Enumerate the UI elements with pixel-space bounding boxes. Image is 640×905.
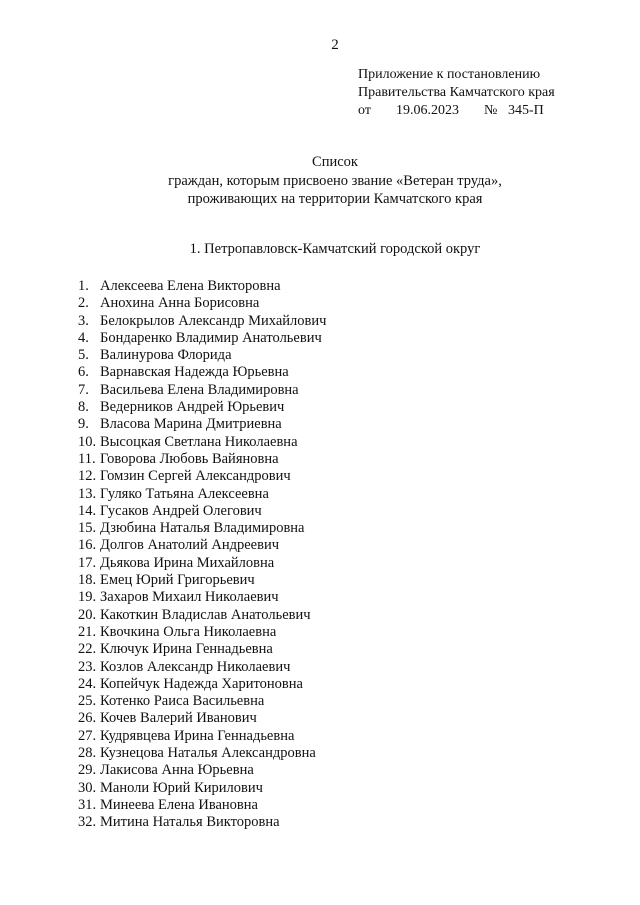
list-item — [78, 451, 326, 468]
appendix-line-1: Приложение к постановлению — [358, 67, 541, 82]
order-number: 345-П — [508, 103, 544, 118]
title-line-2: граждан, которым присвоено звание «Ветеран труда», — [168, 172, 502, 189]
list-item-name: Копейчук Надежда Харитоновна — [100, 675, 303, 692]
list-item-name: Минеева Елена Ивановна — [100, 796, 258, 813]
list-item-number: 8. — [78, 399, 89, 416]
list-item-number: 12. — [78, 468, 97, 485]
list-item-number: 32. — [78, 814, 97, 831]
list-item — [78, 797, 326, 814]
list-item-name: Котенко Раиса Васильевна — [100, 693, 265, 710]
document-title — [0, 153, 640, 209]
list-item-name: Высоцкая Светлана Николаевна — [100, 433, 298, 450]
list-item-number: 3. — [78, 312, 89, 329]
list-item — [78, 382, 326, 399]
list-item — [78, 434, 326, 451]
list-item — [78, 503, 326, 520]
list-item-name: Анохина Анна Борисовна — [100, 295, 260, 312]
list-item-number: 16. — [78, 537, 97, 554]
list-item-number: 30. — [78, 779, 97, 796]
list-item-name: Гуляко Татьяна Алексеевна — [100, 485, 269, 502]
list-item-name: Ключук Ирина Геннадьевна — [100, 641, 273, 658]
list-item-name: Долгов Анатолий Андреевич — [100, 537, 279, 554]
list-item-number: 6. — [78, 364, 89, 381]
list-item-name: Васильева Елена Владимировна — [100, 381, 299, 398]
list-item — [78, 745, 326, 762]
list-item-name: Кудрявцева Ирина Геннадьевна — [100, 727, 295, 744]
title-line-1: Список — [312, 154, 358, 170]
list-item — [78, 814, 326, 831]
list-item-number: 4. — [78, 329, 89, 346]
list-item-number: 14. — [78, 502, 97, 519]
list-item-number: 22. — [78, 641, 97, 658]
appendix-line-2: Правительства Камчатского края — [358, 85, 555, 100]
veterans-list — [78, 278, 326, 832]
list-item-name: Ведерников Андрей Юрьевич — [100, 399, 285, 416]
list-item — [78, 624, 326, 641]
list-item-name: Белокрылов Александр Михайлович — [100, 312, 327, 329]
list-item-number: 5. — [78, 347, 89, 364]
list-item-name: Гусаков Андрей Олегович — [100, 502, 262, 519]
order-from-label: от — [358, 103, 371, 118]
list-item-name: Дзюбина Наталья Владимировна — [100, 520, 305, 537]
list-item-number: 26. — [78, 710, 97, 727]
list-item-number: 18. — [78, 572, 97, 589]
list-item-name: Лакисова Анна Юрьевна — [100, 762, 254, 779]
list-item-name: Дьякова Ирина Михайловна — [100, 554, 275, 571]
order-number-label: № — [484, 103, 498, 118]
list-item — [78, 572, 326, 589]
list-item — [78, 364, 326, 381]
list-item — [78, 468, 326, 485]
list-item-name: Емец Юрий Григорьевич — [100, 572, 255, 589]
list-item-number: 20. — [78, 606, 97, 623]
list-item-name: Говорова Любовь Вайяновна — [100, 450, 279, 467]
list-item-number: 25. — [78, 693, 97, 710]
list-item-name: Валинурова Флорида — [100, 347, 232, 364]
list-item — [78, 641, 326, 658]
list-item-number: 31. — [78, 796, 97, 813]
list-item-number: 11. — [78, 450, 96, 467]
list-item-name: Власова Марина Дмитриевна — [100, 416, 282, 433]
section-heading: 1. Петропавловск-Камчатский городской округ — [189, 241, 481, 257]
list-item-number: 27. — [78, 727, 97, 744]
list-item-name: Козлов Александр Николаевич — [100, 658, 291, 675]
list-item — [78, 416, 326, 433]
list-item-name: Захаров Михаил Николаевич — [100, 589, 279, 606]
list-item — [78, 780, 326, 797]
list-item — [78, 676, 326, 693]
list-item-number: 13. — [78, 485, 97, 502]
list-item — [78, 347, 326, 364]
list-item-number: 1. — [78, 278, 89, 294]
list-item — [78, 607, 326, 624]
list-item — [78, 295, 326, 312]
list-item-name: Какоткин Владислав Анатольевич — [100, 606, 311, 623]
title-line-3: проживающих на территории Камчатского края — [187, 191, 483, 207]
list-item-number: 28. — [78, 745, 97, 762]
list-item-name: Кочев Валерий Иванович — [100, 710, 257, 727]
list-item — [78, 330, 326, 347]
list-item — [78, 278, 326, 295]
list-item-number: 10. — [78, 433, 97, 450]
page-number: 2 — [331, 37, 339, 53]
list-item — [78, 313, 326, 330]
list-item-name: Квочкина Ольга Николаевна — [100, 623, 277, 640]
list-item — [78, 555, 326, 572]
list-item — [78, 486, 326, 503]
list-item-name: Бондаренко Владимир Анатольевич — [100, 329, 322, 346]
list-item — [78, 399, 326, 416]
order-reference — [358, 102, 555, 120]
list-item — [78, 762, 326, 779]
list-item-number: 2. — [78, 295, 89, 312]
list-item — [78, 520, 326, 537]
list-item-name: Гомзин Сергей Александрович — [100, 468, 291, 485]
list-item-name: Митина Наталья Викторовна — [100, 814, 280, 831]
order-date: 19.06.2023 — [396, 103, 459, 118]
list-item — [78, 710, 326, 727]
list-item — [78, 589, 326, 606]
list-item-name: Алексеева Елена Викторовна — [100, 278, 281, 294]
list-item-number: 29. — [78, 762, 97, 779]
list-item — [78, 728, 326, 745]
list-item — [78, 659, 326, 676]
list-item-number: 23. — [78, 658, 97, 675]
list-item-number: 21. — [78, 623, 97, 640]
list-item-number: 7. — [78, 381, 89, 398]
list-item-number: 15. — [78, 520, 97, 537]
appendix-header — [358, 66, 555, 120]
list-item — [78, 537, 326, 554]
list-item-name: Кузнецова Наталья Александровна — [100, 745, 316, 762]
list-item-number: 19. — [78, 589, 97, 606]
list-item-name: Маноли Юрий Кирилович — [100, 779, 263, 796]
list-item-number: 17. — [78, 554, 97, 571]
list-item-number: 24. — [78, 675, 97, 692]
list-item — [78, 693, 326, 710]
list-item-name: Варнавская Надежда Юрьевна — [100, 364, 289, 381]
list-item-number: 9. — [78, 416, 89, 433]
